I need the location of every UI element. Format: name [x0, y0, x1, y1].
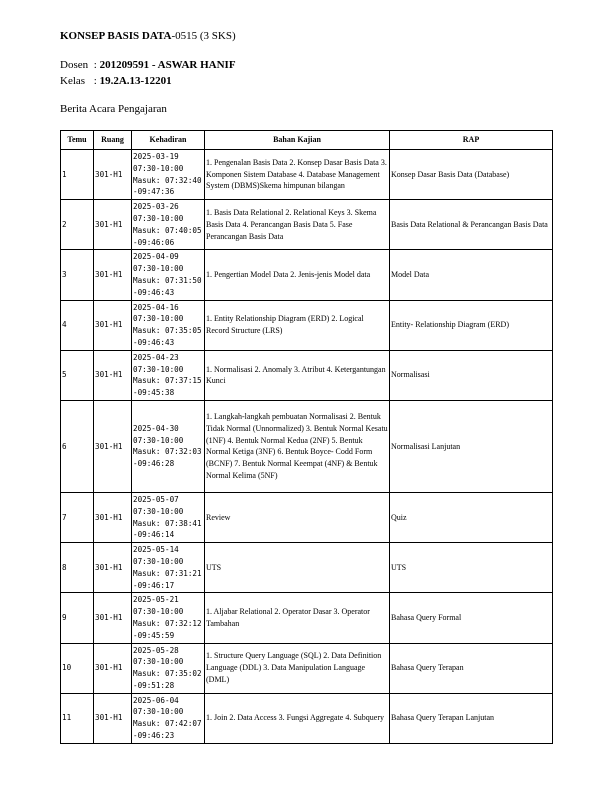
cell-temu: 2: [61, 200, 94, 250]
table-row: [61, 593, 553, 643]
kehadiran-masuk: Masuk: 07:31:21: [133, 568, 202, 578]
cell-temu: 6: [61, 400, 94, 492]
kehadiran-masuk: Masuk: 07:32:40: [133, 175, 202, 185]
kehadiran-time: 07:30-10:00: [133, 556, 184, 566]
kehadiran-masuk: Masuk: 07:35:02: [133, 669, 202, 679]
header-kehadiran: Kehadiran: [132, 131, 205, 150]
kehadiran-keluar: -09:46:28: [133, 459, 175, 469]
kehadiran-date: 2025-04-09: [133, 252, 179, 262]
cell-temu: 3: [61, 250, 94, 300]
kehadiran-time: 07:30-10:00: [133, 364, 184, 374]
course-code: -0515 (3 SKS): [171, 30, 236, 42]
cell-rap: Basis Data Relational & Perancangan Basis Data: [390, 200, 553, 250]
cell-bahan-kajian: 1. Pengenalan Basis Data 2. Konsep Dasar Basis Data 3. Komponen Sistem Database 4. Database Management System (DBMS)Skema himpunan bilangan: [205, 150, 390, 200]
cell-ruang: 301-H1: [94, 543, 132, 593]
cell-bahan-kajian: 1. Langkah-langkah pembuatan Normalisasi 2. Bentuk Tidak Normal (Unnormalized) 3. Bentuk Normal Kesatu (1NF) 4. Bentuk Normal Kedua (2NF) 5. Bentuk Normal Ketiga (3NF) 6. Bentuk Boyce- Codd Form (BCNF) 7. Bentuk Normal Keempat (4NF) & Bentuk Normal Kelima (5NF): [205, 400, 390, 492]
table-row: [61, 300, 553, 350]
kehadiran-keluar: -09:45:59: [133, 630, 175, 640]
table-row: [61, 693, 553, 743]
cell-rap: Bahasa Query Terapan: [390, 643, 553, 693]
dosen-separator: :: [93, 59, 97, 71]
kehadiran-masuk: Masuk: 07:42:07: [133, 719, 202, 729]
kehadiran-date: 2025-05-07: [133, 494, 179, 504]
kehadiran-keluar: -09:45:38: [133, 388, 175, 398]
table-header-row: [61, 131, 553, 150]
kehadiran-time: 07:30-10:00: [133, 264, 184, 274]
table-row: [61, 643, 553, 693]
cell-ruang: 301-H1: [94, 593, 132, 643]
kehadiran-time: 07:30-10:00: [133, 657, 184, 667]
kehadiran-time: 07:30-10:00: [133, 314, 184, 324]
cell-kehadiran: [132, 543, 205, 593]
cell-bahan-kajian: 1. Basis Data Relational 2. Relational Keys 3. Skema Basis Data 4. Perancangan Basis Data 5. Fase Perancangan Basis Data: [205, 200, 390, 250]
cell-temu: 1: [61, 150, 94, 200]
table-row: [61, 492, 553, 542]
cell-kehadiran: [132, 693, 205, 743]
kehadiran-keluar: -09:46:14: [133, 530, 175, 540]
cell-temu: 7: [61, 492, 94, 542]
table-row: [61, 543, 553, 593]
table-row: [61, 150, 553, 200]
kehadiran-time: 07:30-10:00: [133, 607, 184, 617]
header-temu: Temu: [61, 131, 94, 150]
cell-kehadiran: [132, 250, 205, 300]
dosen-value: 201209591 - ASWAR HANIF: [99, 59, 236, 71]
cell-temu: 10: [61, 643, 94, 693]
kelas-separator: :: [93, 75, 97, 87]
cell-bahan-kajian: 1. Aljabar Relational 2. Operator Dasar 3. Operator Tambahan: [205, 593, 390, 643]
kehadiran-date: 2025-03-19: [133, 152, 179, 161]
course-name: KONSEP BASIS DATA: [60, 30, 172, 42]
kehadiran-time: 07:30-10:00: [133, 163, 184, 173]
kelas-value: 19.2A.13-12201: [99, 75, 172, 87]
document-page: [60, 30, 552, 744]
kelas-line: [60, 75, 552, 87]
cell-ruang: 301-H1: [94, 400, 132, 492]
cell-rap: Normalisasi Lanjutan: [390, 400, 553, 492]
cell-rap: Quiz: [390, 492, 553, 542]
cell-temu: 9: [61, 593, 94, 643]
dosen-line: [60, 59, 552, 71]
kehadiran-keluar: -09:46:17: [133, 580, 175, 590]
table-row: [61, 200, 553, 250]
cell-rap: UTS: [390, 543, 553, 593]
kehadiran-keluar: -09:46:23: [133, 731, 175, 741]
cell-rap: Konsep Dasar Basis Data (Database): [390, 150, 553, 200]
kehadiran-time: 07:30-10:00: [133, 707, 184, 717]
cell-temu: 4: [61, 300, 94, 350]
kehadiran-date: 2025-05-28: [133, 645, 179, 655]
cell-kehadiran: [132, 150, 205, 200]
kehadiran-date: 2025-04-16: [133, 302, 179, 312]
cell-kehadiran: [132, 643, 205, 693]
kelas-label: Kelas: [60, 75, 86, 87]
cell-bahan-kajian: UTS: [205, 543, 390, 593]
table-row: [61, 350, 553, 400]
cell-ruang: 301-H1: [94, 350, 132, 400]
cell-bahan-kajian: 1. Join 2. Data Access 3. Fungsi Aggregate 4. Subquery: [205, 693, 390, 743]
cell-rap: Normalisasi: [390, 350, 553, 400]
kehadiran-time: 07:30-10:00: [133, 435, 184, 445]
kehadiran-masuk: Masuk: 07:31:50: [133, 275, 202, 285]
cell-kehadiran: [132, 300, 205, 350]
kehadiran-date: 2025-03-26: [133, 202, 179, 212]
cell-temu: 5: [61, 350, 94, 400]
kehadiran-masuk: Masuk: 07:32:03: [133, 447, 202, 457]
cell-ruang: 301-H1: [94, 200, 132, 250]
kehadiran-date: 2025-05-21: [133, 595, 179, 605]
kehadiran-keluar: -09:47:36: [133, 187, 175, 197]
cell-temu: 8: [61, 543, 94, 593]
kehadiran-date: 2025-06-04: [133, 695, 179, 705]
header-ruang: Ruang: [94, 131, 132, 150]
cell-rap: Bahasa Query Formal: [390, 593, 553, 643]
cell-ruang: 301-H1: [94, 492, 132, 542]
cell-temu: 11: [61, 693, 94, 743]
kehadiran-masuk: Masuk: 07:35:05: [133, 326, 202, 336]
kehadiran-masuk: Masuk: 07:32:12: [133, 618, 202, 628]
cell-bahan-kajian: 1. Pengertian Model Data 2. Jenis-jenis Model data: [205, 250, 390, 300]
header-rap: RAP: [390, 131, 553, 150]
cell-kehadiran: [132, 492, 205, 542]
cell-ruang: 301-H1: [94, 693, 132, 743]
cell-ruang: 301-H1: [94, 643, 132, 693]
kehadiran-masuk: Masuk: 07:40:05: [133, 225, 202, 235]
cell-rap: Entity- Relationship Diagram (ERD): [390, 300, 553, 350]
table-body: [61, 150, 553, 744]
kehadiran-keluar: -09:46:06: [133, 237, 175, 247]
kehadiran-date: 2025-04-23: [133, 352, 179, 362]
kehadiran-time: 07:30-10:00: [133, 506, 184, 516]
table-row: [61, 400, 553, 492]
kehadiran-date: 2025-05-14: [133, 545, 179, 555]
kehadiran-time: 07:30-10:00: [133, 213, 184, 223]
kehadiran-masuk: Masuk: 07:37:15: [133, 376, 202, 386]
kehadiran-date: 2025-04-30: [133, 423, 179, 433]
cell-bahan-kajian: Review: [205, 492, 390, 542]
kehadiran-keluar: -09:51:28: [133, 680, 175, 690]
section-title: Berita Acara Pengajaran: [60, 103, 167, 115]
cell-kehadiran: [132, 400, 205, 492]
cell-bahan-kajian: 1. Structure Query Language (SQL) 2. Data Definition Language (DDL) 3. Data Manipulation Language (DML): [205, 643, 390, 693]
cell-ruang: 301-H1: [94, 250, 132, 300]
kehadiran-keluar: -09:46:43: [133, 337, 175, 347]
cell-rap: Bahasa Query Terapan Lanjutan: [390, 693, 553, 743]
table-row: [61, 250, 553, 300]
cell-kehadiran: [132, 200, 205, 250]
cell-kehadiran: [132, 350, 205, 400]
course-title: [60, 30, 552, 42]
attendance-table: [60, 130, 553, 744]
header-bahan-kajian: Bahan Kajian: [205, 131, 390, 150]
cell-ruang: 301-H1: [94, 150, 132, 200]
cell-kehadiran: [132, 593, 205, 643]
cell-ruang: 301-H1: [94, 300, 132, 350]
kehadiran-masuk: Masuk: 07:38:41: [133, 518, 202, 528]
cell-bahan-kajian: 1. Entity Relationship Diagram (ERD) 2. Logical Record Structure (LRS): [205, 300, 390, 350]
dosen-label: Dosen: [60, 59, 89, 71]
kehadiran-keluar: -09:46:43: [133, 287, 175, 297]
cell-bahan-kajian: 1. Normalisasi 2. Anomaly 3. Atribut 4. Ketergantungan Kunci: [205, 350, 390, 400]
cell-rap: Model Data: [390, 250, 553, 300]
